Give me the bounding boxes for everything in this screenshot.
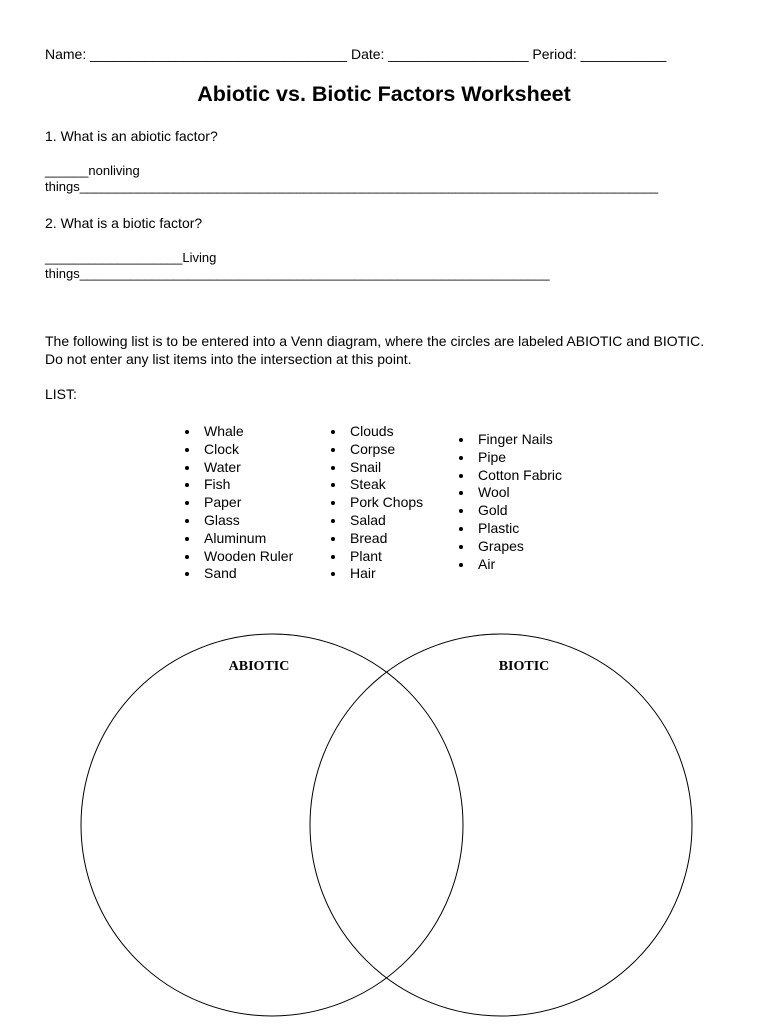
list-item: • Whale (200, 423, 293, 441)
list-item: • Pork Chops (346, 494, 423, 512)
list-item: • Wool (474, 484, 562, 502)
date-label: Date: (350, 46, 385, 62)
list-item: • Fish (200, 476, 293, 494)
venn-circle-abiotic[interactable] (81, 634, 463, 1016)
list-column-3 (450, 431, 562, 573)
list-item: • Plastic (474, 520, 562, 538)
date-field[interactable]: __________________ (388, 46, 529, 62)
name-label: Name: (45, 46, 87, 62)
list-item: • Salad (346, 512, 423, 530)
question-2-prompt: 2. What is a biotic factor? (45, 215, 203, 231)
page-title: Abiotic vs. Biotic Factors Worksheet (197, 82, 571, 106)
header-line (45, 46, 666, 62)
list-item: • Bread (346, 530, 423, 548)
list-item: • Air (474, 556, 562, 574)
list-label: LIST: (45, 386, 77, 402)
venn-label-abiotic: ABIOTIC (228, 659, 290, 674)
list-column-2 (322, 423, 423, 583)
name-field[interactable]: _________________________________ (90, 46, 348, 62)
instructions-paragraph: The following list is to be entered into a Venn diagram, where the circles are labeled ABIOTIC and BIOTIC. Do not enter any list items into the intersection at this point. (45, 333, 705, 367)
venn-circle-biotic[interactable] (310, 634, 692, 1016)
question-1-answer-line-2[interactable]: things________________________________________________________________________________ (45, 179, 659, 194)
list-item: • Hair (346, 565, 423, 583)
list-item: • Cotton Fabric (474, 467, 562, 485)
venn-diagram (0, 620, 768, 1024)
period-label: Period: (532, 46, 577, 62)
list-item: • Plant (346, 548, 423, 566)
list-item: • Clouds (346, 423, 423, 441)
period-field[interactable]: ___________ (580, 46, 667, 62)
list-item: • Finger Nails (474, 431, 562, 449)
list-item: • Water (200, 459, 293, 477)
venn-label-biotic: BIOTIC (498, 659, 550, 674)
list-item: • Steak (346, 476, 423, 494)
list-item: • Clock (200, 441, 293, 459)
list-item: • Snail (346, 459, 423, 477)
question-2-answer-line-1[interactable]: ___________________Living (45, 250, 217, 265)
list-item: • Grapes (474, 538, 562, 556)
list-column-1 (176, 423, 293, 583)
question-2-answer-line-2[interactable]: things_________________________________________________________________ (45, 266, 550, 281)
question-1-prompt: 1. What is an abiotic factor? (45, 128, 218, 144)
list-item: • Glass (200, 512, 293, 530)
list-item: • Pipe (474, 449, 562, 467)
list-item: • Wooden Ruler (200, 548, 293, 566)
list-item: • Gold (474, 502, 562, 520)
list-item: • Sand (200, 565, 293, 583)
question-1-answer-line-1[interactable]: ______nonliving (45, 163, 140, 178)
list-item: • Paper (200, 494, 293, 512)
list-item: • Aluminum (200, 530, 293, 548)
list-item: • Corpse (346, 441, 423, 459)
